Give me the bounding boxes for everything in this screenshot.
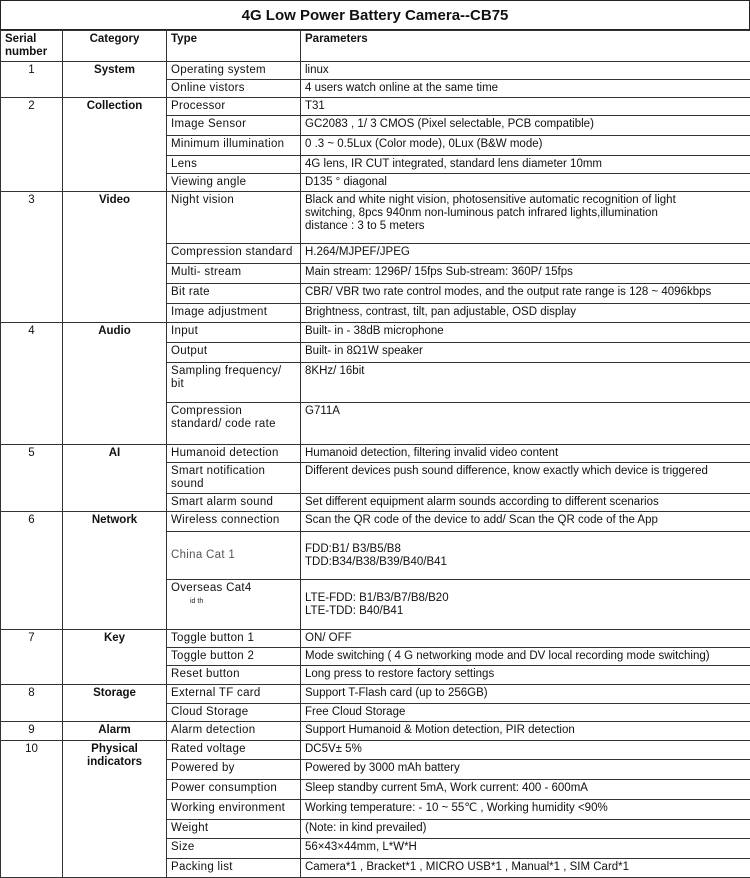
parameter-cell	[301, 704, 750, 722]
type-cell: Smart alarm sound	[167, 494, 301, 512]
type-cell: Output	[167, 343, 301, 363]
parameter-line: Main stream: 1296P/ 15fps Sub-stream: 360P/ 15fps	[305, 266, 746, 279]
parameter-line: Camera*1 , Bracket*1 , MICRO USB*1 , Manual*1 , SIM Card*1	[305, 861, 746, 874]
parameter-cell	[301, 98, 750, 116]
type-cell: Working environment	[167, 800, 301, 820]
parameter-line: Scan the QR code of the device to add/ Scan the QR code of the App	[305, 514, 746, 527]
parameter-line: linux	[305, 64, 746, 77]
parameter-line: FDD:B1/ B3/B5/B8	[305, 543, 746, 556]
type-cell: Night vision	[167, 192, 301, 244]
parameter-cell	[301, 859, 750, 878]
parameter-line: H.264/MJPEF/JPEG	[305, 246, 746, 259]
type-cell: China Cat 1	[167, 532, 301, 580]
parameter-line: Working temperature: - 10 ~ 55℃ , Working humidity <90%	[305, 802, 746, 815]
header-category: Category	[63, 31, 167, 62]
parameter-cell	[301, 323, 750, 343]
document-title: 4G Low Power Battery Camera--CB75	[0, 0, 750, 30]
type-cell: Rated voltage	[167, 741, 301, 760]
type-cell: Overseas Cat4	[167, 580, 301, 630]
category-cell: Physical indicators	[63, 741, 167, 878]
parameter-line: switching, 8pcs 940nm non-luminous patch infrared lights,illumination	[305, 207, 746, 220]
table-row	[1, 445, 750, 463]
parameter-line: 4 users watch online at the same time	[305, 82, 746, 95]
parameter-line: LTE-TDD: B40/B41	[305, 605, 746, 618]
type-cell: Lens	[167, 156, 301, 174]
parameter-cell	[301, 512, 750, 532]
parameter-cell	[301, 445, 750, 463]
parameter-cell	[301, 648, 750, 666]
type-cell: Size	[167, 839, 301, 859]
table-row	[1, 722, 750, 741]
parameter-cell	[301, 630, 750, 648]
parameter-line: TDD:B34/B38/B39/B40/B41	[305, 556, 746, 569]
type-cell: Multi- stream	[167, 264, 301, 284]
parameter-line: 56×43×44mm, L*W*H	[305, 841, 746, 854]
parameter-line: Free Cloud Storage	[305, 706, 746, 719]
header-type: Type	[167, 31, 301, 62]
parameter-line: Humanoid detection, filtering invalid video content	[305, 447, 746, 460]
parameter-cell	[301, 244, 750, 264]
type-cell: Packing list	[167, 859, 301, 878]
parameter-cell	[301, 284, 750, 304]
parameter-cell	[301, 363, 750, 403]
parameter-cell	[301, 463, 750, 494]
serial-number-cell: 5	[1, 445, 63, 512]
parameter-cell	[301, 722, 750, 741]
table-row	[1, 685, 750, 704]
table-row	[1, 512, 750, 532]
parameter-line: 0 .3 ~ 0.5Lux (Color mode), 0Lux (B&W mode)	[305, 138, 746, 151]
parameter-line: Sleep standby current 5mA, Work current: 400 - 600mA	[305, 782, 746, 795]
parameter-cell	[301, 264, 750, 284]
type-cell: Sampling frequency/ bit	[167, 363, 301, 403]
category-cell: Collection	[63, 98, 167, 192]
parameter-cell	[301, 494, 750, 512]
serial-number-cell: 6	[1, 512, 63, 630]
type-cell: Online vistors	[167, 80, 301, 98]
type-cell: Input	[167, 323, 301, 343]
parameter-line: Different devices push sound difference, know exactly which device is triggered	[305, 465, 746, 478]
serial-number-cell: 3	[1, 192, 63, 323]
parameter-line: Built- in - 38dB microphone	[305, 325, 746, 338]
parameter-line: Long press to restore factory settings	[305, 668, 746, 681]
parameter-cell	[301, 80, 750, 98]
parameter-line: LTE-FDD: B1/B3/B7/B8/B20	[305, 592, 746, 605]
parameter-line: 8KHz/ 16bit	[305, 365, 746, 378]
parameter-line: T31	[305, 100, 746, 113]
type-cell: Toggle button 1	[167, 630, 301, 648]
parameter-cell	[301, 760, 750, 780]
parameter-line: Built- in 8Ω1W speaker	[305, 345, 746, 358]
parameter-line: DC5V± 5%	[305, 743, 746, 756]
header-serial: Serial number	[1, 31, 63, 62]
serial-number-cell: 10	[1, 741, 63, 878]
parameter-cell	[301, 532, 750, 580]
category-cell: Storage	[63, 685, 167, 722]
parameter-line: Mode switching ( 4 G networking mode and DV local recording mode switching)	[305, 650, 746, 663]
type-cell: External TF card	[167, 685, 301, 704]
parameter-line: CBR/ VBR two rate control modes, and the output rate range is 128 ~ 4096kbps	[305, 286, 746, 299]
parameter-line: G711A	[305, 405, 746, 418]
table-row	[1, 192, 750, 244]
parameter-line: Black and white night vision, photosensitive automatic recognition of light	[305, 194, 746, 207]
parameter-cell	[301, 136, 750, 156]
spec-table	[0, 30, 750, 878]
table-row	[1, 62, 750, 80]
serial-number-cell: 1	[1, 62, 63, 98]
type-cell: Compression standard/ code rate	[167, 403, 301, 445]
spec-body	[1, 62, 750, 878]
type-cell: Weight	[167, 820, 301, 839]
parameter-cell	[301, 156, 750, 174]
category-cell: AI	[63, 445, 167, 512]
parameter-cell	[301, 343, 750, 363]
parameter-line: GC2083 , 1/ 3 CMOS (Pixel selectable, PCB compatible)	[305, 118, 746, 131]
category-cell: Network	[63, 512, 167, 630]
parameter-cell	[301, 741, 750, 760]
type-cell: Smart notification sound	[167, 463, 301, 494]
type-cell: Power consumption	[167, 780, 301, 800]
category-cell: Key	[63, 630, 167, 685]
header-row	[1, 31, 750, 62]
parameter-line: 4G lens, IR CUT integrated, standard lens diameter 10mm	[305, 158, 746, 171]
table-row	[1, 323, 750, 343]
serial-number-cell: 9	[1, 722, 63, 741]
serial-number-cell: 2	[1, 98, 63, 192]
parameter-cell	[301, 116, 750, 136]
parameter-cell	[301, 685, 750, 704]
category-cell: Audio	[63, 323, 167, 445]
parameter-line: distance : 3 to 5 meters	[305, 220, 746, 233]
serial-number-cell: 4	[1, 323, 63, 445]
parameter-line: ON/ OFF	[305, 632, 746, 645]
type-cell: Alarm detection	[167, 722, 301, 741]
parameter-cell	[301, 820, 750, 839]
type-cell: Image Sensor	[167, 116, 301, 136]
type-cell: Processor	[167, 98, 301, 116]
type-cell: Humanoid detection	[167, 445, 301, 463]
header-parameters: Parameters	[301, 31, 750, 62]
type-cell: Operating system	[167, 62, 301, 80]
stray-superscript: id th	[190, 598, 203, 605]
parameter-line: Brightness, contrast, tilt, pan adjustable, OSD display	[305, 306, 746, 319]
type-cell: Image adjustment	[167, 304, 301, 323]
parameter-line: Support T-Flash card (up to 256GB)	[305, 687, 746, 700]
parameter-cell	[301, 174, 750, 192]
type-cell: Cloud Storage	[167, 704, 301, 722]
parameter-cell	[301, 403, 750, 445]
parameter-line: Support Humanoid & Motion detection, PIR detection	[305, 724, 746, 737]
type-cell: Bit rate	[167, 284, 301, 304]
type-cell: Compression standard	[167, 244, 301, 264]
parameter-line: D135 ° diagonal	[305, 176, 746, 189]
parameter-line: (Note: in kind prevailed)	[305, 822, 746, 835]
parameter-line: Powered by 3000 mAh battery	[305, 762, 746, 775]
type-cell: Minimum illumination	[167, 136, 301, 156]
category-cell: System	[63, 62, 167, 98]
parameter-cell	[301, 580, 750, 630]
parameter-line: Set different equipment alarm sounds according to different scenarios	[305, 496, 746, 509]
parameter-cell	[301, 780, 750, 800]
table-row	[1, 98, 750, 116]
parameter-cell	[301, 839, 750, 859]
category-cell: Alarm	[63, 722, 167, 741]
parameter-cell	[301, 62, 750, 80]
parameter-cell	[301, 192, 750, 244]
serial-number-cell: 7	[1, 630, 63, 685]
table-row	[1, 630, 750, 648]
parameter-cell	[301, 304, 750, 323]
parameter-cell	[301, 666, 750, 685]
type-cell: Viewing angle	[167, 174, 301, 192]
table-row	[1, 741, 750, 760]
category-cell: Video	[63, 192, 167, 323]
serial-number-cell: 8	[1, 685, 63, 722]
type-cell: Reset button	[167, 666, 301, 685]
type-cell: Powered by	[167, 760, 301, 780]
parameter-cell	[301, 800, 750, 820]
type-cell: Toggle button 2	[167, 648, 301, 666]
type-cell: Wireless connection	[167, 512, 301, 532]
